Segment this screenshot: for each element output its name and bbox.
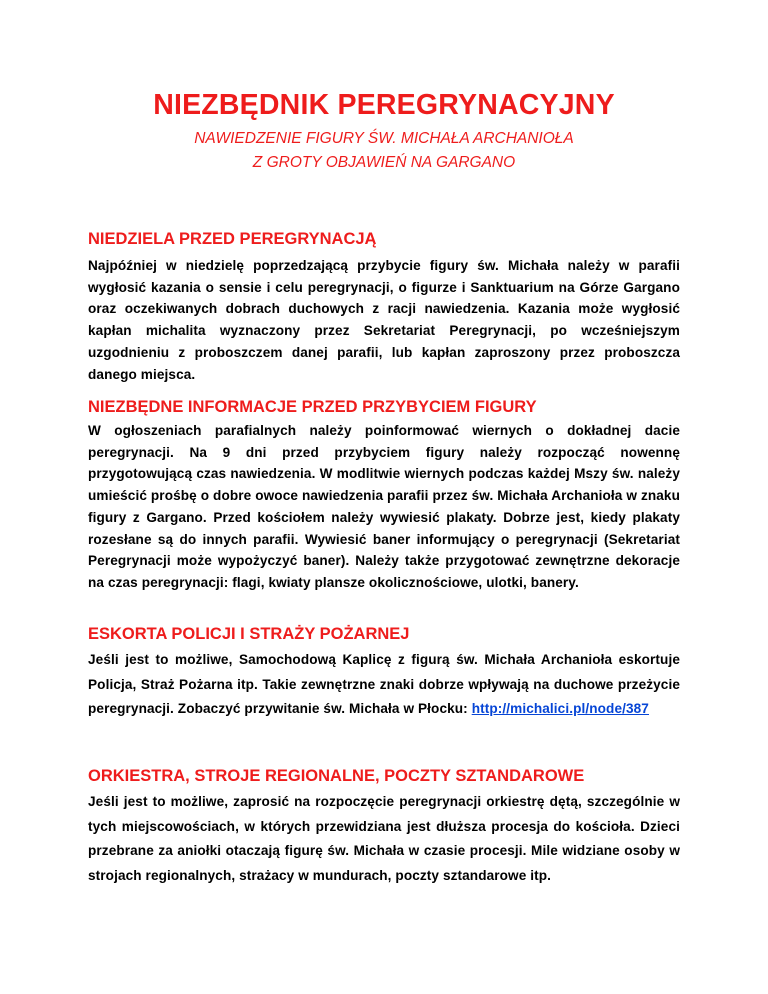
section-body <box>88 648 680 722</box>
section-heading: ESKORTA POLICJI I STRAŻY POŻARNEJ <box>88 625 410 643</box>
section-heading: NIEZBĘDNE INFORMACJE PRZED PRZYBYCIEM FIGURY <box>88 398 537 416</box>
subtitle <box>88 127 680 175</box>
section-police-escort <box>88 623 680 722</box>
section-body: Najpóźniej w niedzielę poprzedzającą przybycie figury św. Michała należy w parafii wygłosić kazania o sensie i celu peregrynacji, o figurze i Sanktuarium na Górze Gargano oraz oczekiwanych dobrach duchowych z racji nawiedzenia. Kazania może wygłosić kapłan michalita wyznaczony przez Sekretariat Peregrynacji, po wcześniejszym uzgodnieniu z proboszczem danej parafii, lub kapłan zaproszony przez proboszcza danego miejsca. <box>88 258 680 382</box>
section-sunday-before <box>88 228 680 385</box>
plock-welcome-link[interactable]: http://michalici.pl/node/387 <box>471 701 649 716</box>
page-title: NIEZBĘDNIK PEREGRYNACYJNY <box>153 89 615 121</box>
section-body: W ogłoszeniach parafialnych należy poinformować wiernych o dokładnej dacie peregrynacji. Na 9 dni przed przybyciem figury należy rozpocząć nowennę przygotowującą czas nawiedzenia. W modlitwie wiernych podczas każdej Mszy św. należy umieścić prośbę o dobre owoce nawiedzenia parafii przez św. Michała Archanioła w znaku figury z Gargano. Przed kościołem należy wywiesić plakaty. Dobrze jest, kiedy plakaty rozesłane są do innych parafii. Wywiesić baner informujący o peregrynacji (Sekretariat Peregrynacji może wypożyczyć baner). Należy także przygotować zewnętrzne dekoracje na czas peregrynacji: flagi, kwiaty plansze okolicznościowe, ulotki, banery. <box>88 423 680 590</box>
section-required-info <box>88 396 680 594</box>
subtitle-line-2: Z GROTY OBJAWIEŃ NA GARGANO <box>252 154 516 171</box>
subtitle-line-1: NAWIEDZENIE FIGURY ŚW. MICHAŁA ARCHANIOŁA <box>194 130 574 147</box>
section-body: Jeśli jest to możliwe, zaprosić na rozpoczęcie peregrynacji orkiestrę dętą, szczególnie w tych miejscowościach, w których przewidziana jest dłuższa procesja do kościoła. Dzieci przebrane za aniołki otaczają figurę św. Michała w czasie procesji. Mile widziane osoby w strojach regionalnych, strażacy w mundurach, poczty sztandarowe itp. <box>88 794 680 883</box>
section-body-text: Jeśli jest to możliwe, Samochodową Kaplicę z figurą św. Michała Archanioła eskortuje Policja, Straż Pożarna itp. Takie zewnętrzne znaki dobrze wpływają na duchowe przeżycie peregrynacji. Zobaczyć przywitanie św. Michała w Płocku: <box>88 652 680 716</box>
section-orchestra <box>88 765 680 888</box>
section-heading: NIEDZIELA PRZED PEREGRYNACJĄ <box>88 230 377 248</box>
section-heading: ORKIESTRA, STROJE REGIONALNE, POCZTY SZTANDAROWE <box>88 767 585 785</box>
